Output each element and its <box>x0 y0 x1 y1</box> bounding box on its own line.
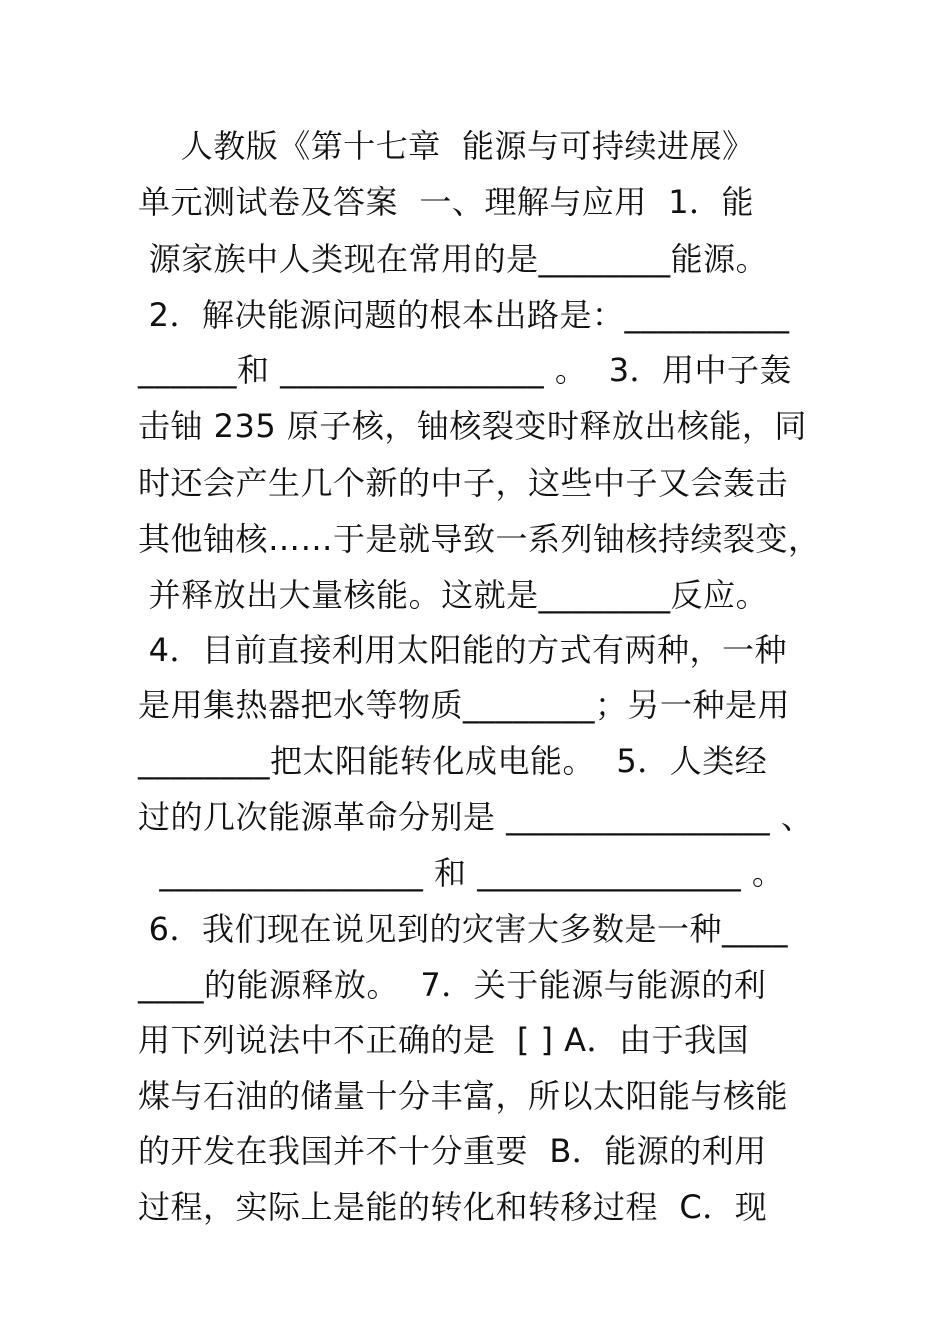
text-line: 的开发在我国并不十分重要 B．能源的利用 <box>138 1132 767 1170</box>
text-line: 6．我们现在说见到的灾害大多数是一种____ <box>138 910 789 948</box>
text-line: 人教版《第十七章 能源与可持续进展》 <box>138 127 755 165</box>
text-line: 过的几次能源革命分别是 ________________ 、 <box>138 798 814 836</box>
text-line: 过程，实际上是能的转化和转移过程 C．现 <box>138 1188 768 1226</box>
text-line: 时还会产生几个新的中子，这些中子又会轰击 <box>138 464 789 502</box>
text-line: 并释放出大量核能。这就是________反应。 <box>138 576 769 614</box>
text-line: 击铀 235 原子核，铀核裂变时释放出核能，同 <box>138 407 807 445</box>
text-line: ________________ 和 ________________ 。 <box>138 854 785 892</box>
text-line: ________把太阳能转化成电能。 5．人类经 <box>138 742 768 780</box>
text-line: 用下列说法中不正确的是 [ ] A．由于我国 <box>138 1021 750 1059</box>
text-line: 其他铀核……于是就导致一系列铀核持续裂变， <box>138 520 821 558</box>
text-line: ____的能源释放。 7．关于能源与能源的利 <box>138 966 767 1004</box>
text-line: 单元测试卷及答案 一、理解与应用 1．能 <box>138 183 755 221</box>
text-line: 源家族中人类现在常用的是________能源。 <box>138 240 769 278</box>
text-line: 2．解决能源问题的根本出路是：__________ <box>138 296 790 334</box>
text-line: ______和 ________________ 。 3．用中子轰 <box>138 351 793 389</box>
text-line: 是用集热器把水等物质________；另一种是用 <box>138 686 791 724</box>
text-line: 4．目前直接利用太阳能的方式有两种，一种 <box>138 631 788 669</box>
text-line: 煤与石油的储量十分丰富，所以太阳能与核能 <box>138 1077 789 1115</box>
